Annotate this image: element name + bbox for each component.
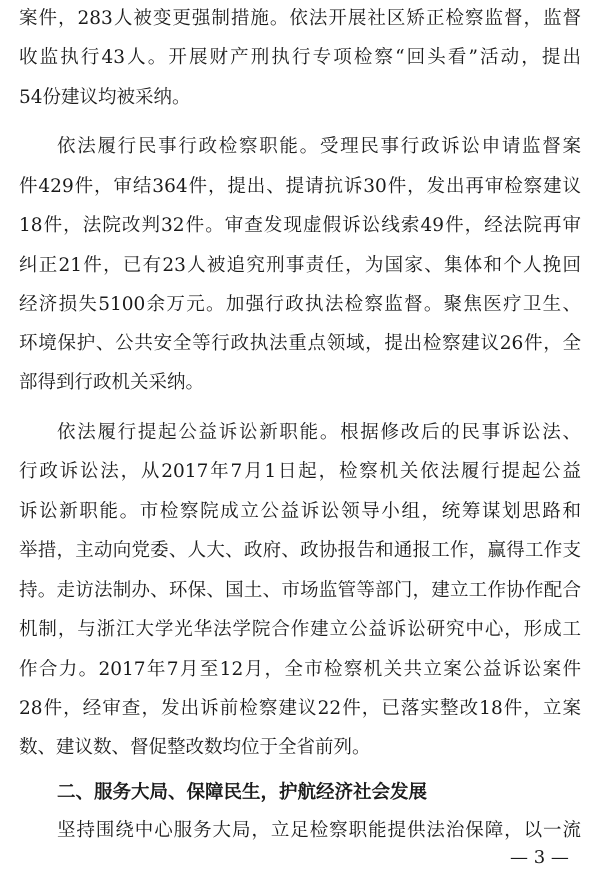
page-number: — 3 — xyxy=(510,847,569,868)
paragraph-line: 件429件，审结364件，提出、提请抗诉30件，发出再审检察建议 xyxy=(19,176,581,197)
paragraph-line xyxy=(57,420,581,446)
paragraph-line: 举措，主动向党委、人大、政府、政协报告和通报工作，赢得工作支 xyxy=(19,540,581,561)
paragraph-line: 18件，法院改判32件。审查发现虚假诉讼线索49件，经法院再审 xyxy=(19,215,581,236)
paragraph-line: 持。走访法制办、环保、国土、市场监管等部门，建立工作协作配合 xyxy=(19,580,581,601)
paragraph-line xyxy=(57,134,581,160)
paragraph-line: 作合力。2017年7月至12月，全市检察机关共立案公益诉讼案件 xyxy=(19,659,581,680)
paragraph-line: 机制，与浙江大学光华法学院合作建立公益诉讼研究中心，形成工 xyxy=(19,619,581,640)
paragraph-line: 收监执行43人。开展财产刑执行专项检察“回头看”活动，提出 xyxy=(19,47,581,68)
paragraph-lead: 依法履行民事行政检察职能。 xyxy=(57,136,320,157)
paragraph-text: 根据修改后的民事诉讼法、 xyxy=(340,422,581,443)
paragraph-line: 坚持围绕中心服务大局，立足检察职能提供法治保障，以一流 xyxy=(57,820,581,841)
paragraph-line: 纠正21件，已有23人被追究刑事责任，为国家、集体和个人挽回 xyxy=(19,255,581,276)
paragraph-line: 案件，283人被变更强制措施。依法开展社区矫正检察监督，监督 xyxy=(19,8,581,29)
paragraph-line: 数、建议数、督促整改数均位于全省前列。 xyxy=(19,737,371,758)
paragraph-line: 经济损失5100余万元。加强行政执法检察监督。聚焦医疗卫生、 xyxy=(19,294,581,315)
paragraph-line: 诉讼新职能。市检察院成立公益诉讼领导小组，统筹谋划思路和 xyxy=(19,501,581,522)
paragraph-line: 行政诉讼法，从2017年7月1日起，检察机关依法履行提起公益 xyxy=(19,461,581,482)
paragraph-line: 环境保护、公共安全等行政执法重点领域，提出检察建议26件，全 xyxy=(19,333,581,354)
section-heading: 二、服务大局、保障民生，护航经济社会发展 xyxy=(57,782,428,803)
paragraph-lead: 依法履行提起公益诉讼新职能。 xyxy=(57,422,341,443)
paragraph-text: 受理民事行政诉讼申请监督案 xyxy=(319,136,581,157)
paragraph-line: 28件，经审查，发出诉前检察建议22件，已落实整改18件，立案 xyxy=(19,698,581,719)
paragraph-line: 54份建议均被采纳。 xyxy=(19,87,191,108)
paragraph-line: 部得到行政机关采纳。 xyxy=(19,372,205,393)
